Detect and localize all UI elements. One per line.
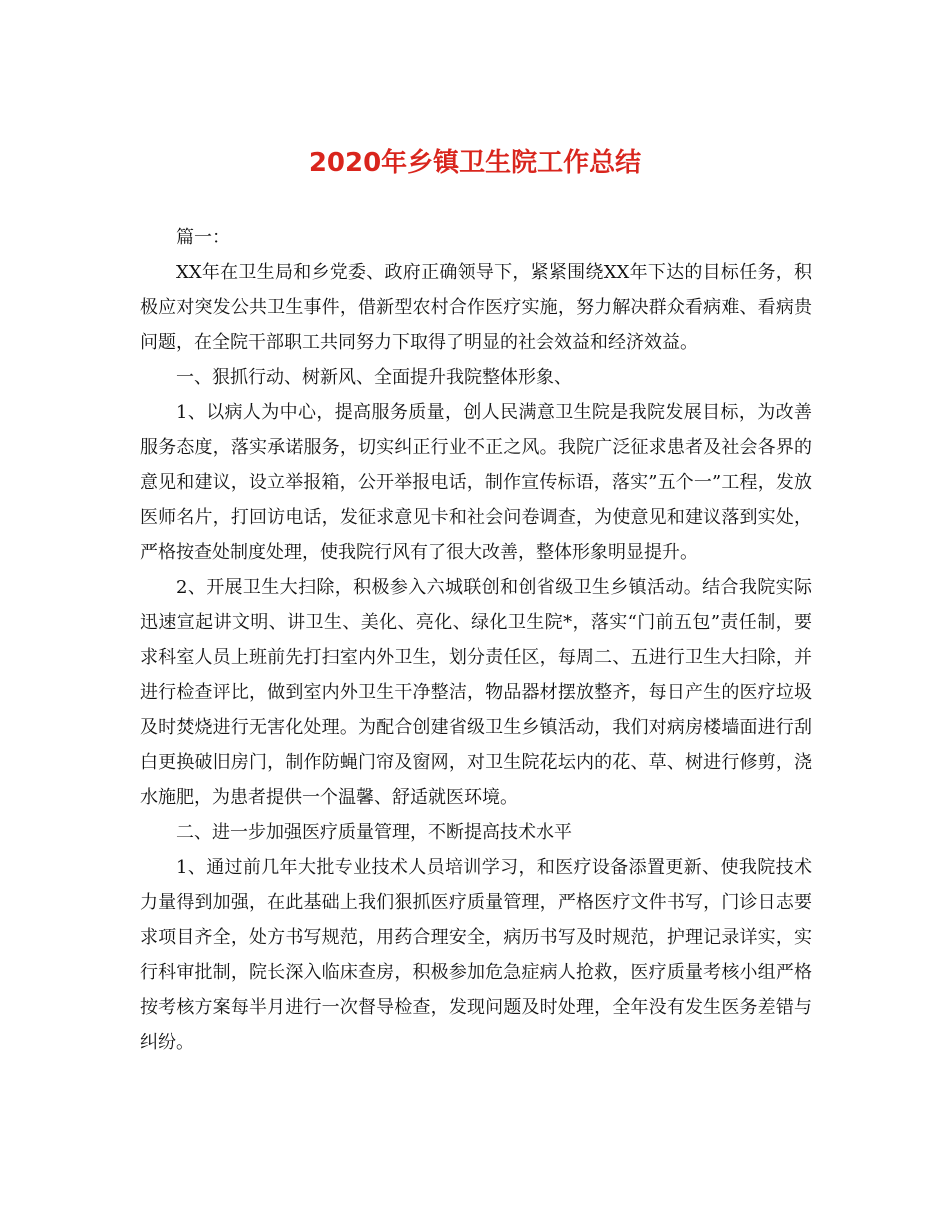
document-title: 2020年乡镇卫生院工作总结: [308, 148, 642, 178]
paragraph-intro: XX年在卫生局和乡党委、政府正确领导下，紧紧围绕XX年下达的目标任务，积极应对突发公共卫生事件，借新型农村合作医疗实施，努力解决群众看病难、看病贵问题，在全院干部职工共同努力下取得了明显的社会效益和经济效益。: [140, 262, 812, 353]
paragraph-1-1: 1、以病人为中心，提高服务质量，创人民满意卫生院是我院发展目标，为改善服务态度，落实承诺服务，切实纠正行业不正之风。我院广泛征求患者及社会各界的意见和建议，设立举报箱，公开举报电话，制作宣传标语，落实”五个一”工程，发放医师名片，打回访电话，发征求意见卡和社会问卷调查，为使意见和建议落到实处，严格按查处制度处理，使我院行风有了很大改善，整体形象明显提升。: [140, 402, 812, 563]
document-body: [140, 220, 812, 1060]
heading-section-two: 二、进一步加强医疗质量管理，不断提高技术水平: [176, 822, 572, 843]
paragraph-1-2: 2、开展卫生大扫除，积极参入六城联创和创省级卫生乡镇活动。结合我院实际迅速宣起讲文明、讲卫生、美化、亮化、绿化卫生院*，落实“门前五包”责任制，要求科室人员上班前先打扫室内外卫生，划分责任区，每周二、五进行卫生大扫除，并进行检查评比，做到室内外卫生干净整洁，物品器材摆放整齐，每日产生的医疗垃圾及时焚烧进行无害化处理。为配合创建省级卫生乡镇活动，我们对病房楼墙面进行刮白更换破旧房门，制作防蝇门帘及窗网，对卫生院花坛内的花、草、树进行修剪，浇水施肥，为患者提供一个温馨、舒适就医环境。: [140, 577, 812, 808]
paragraph-section-label: 篇一：: [176, 227, 230, 248]
paragraph-2-1: 1、通过前几年大批专业技术人员培训学习，和医疗设备添置更新、使我院技术力量得到加强，在此基础上我们狠抓医疗质量管理，严格医疗文件书写，门诊日志要求项目齐全，处方书写规范，用药合理安全，病历书写及时规范，护理记录详实，实行科审批制，院长深入临床查房，积极参加危急症病人抢救，医疗质量考核小组严格按考核方案每半月进行一次督导检查，发现问题及时处理，全年没有发生医务差错与纠纷。: [140, 857, 812, 1053]
heading-section-one: 一、狠抓行动、树新风、全面提升我院整体形象、: [176, 367, 572, 388]
